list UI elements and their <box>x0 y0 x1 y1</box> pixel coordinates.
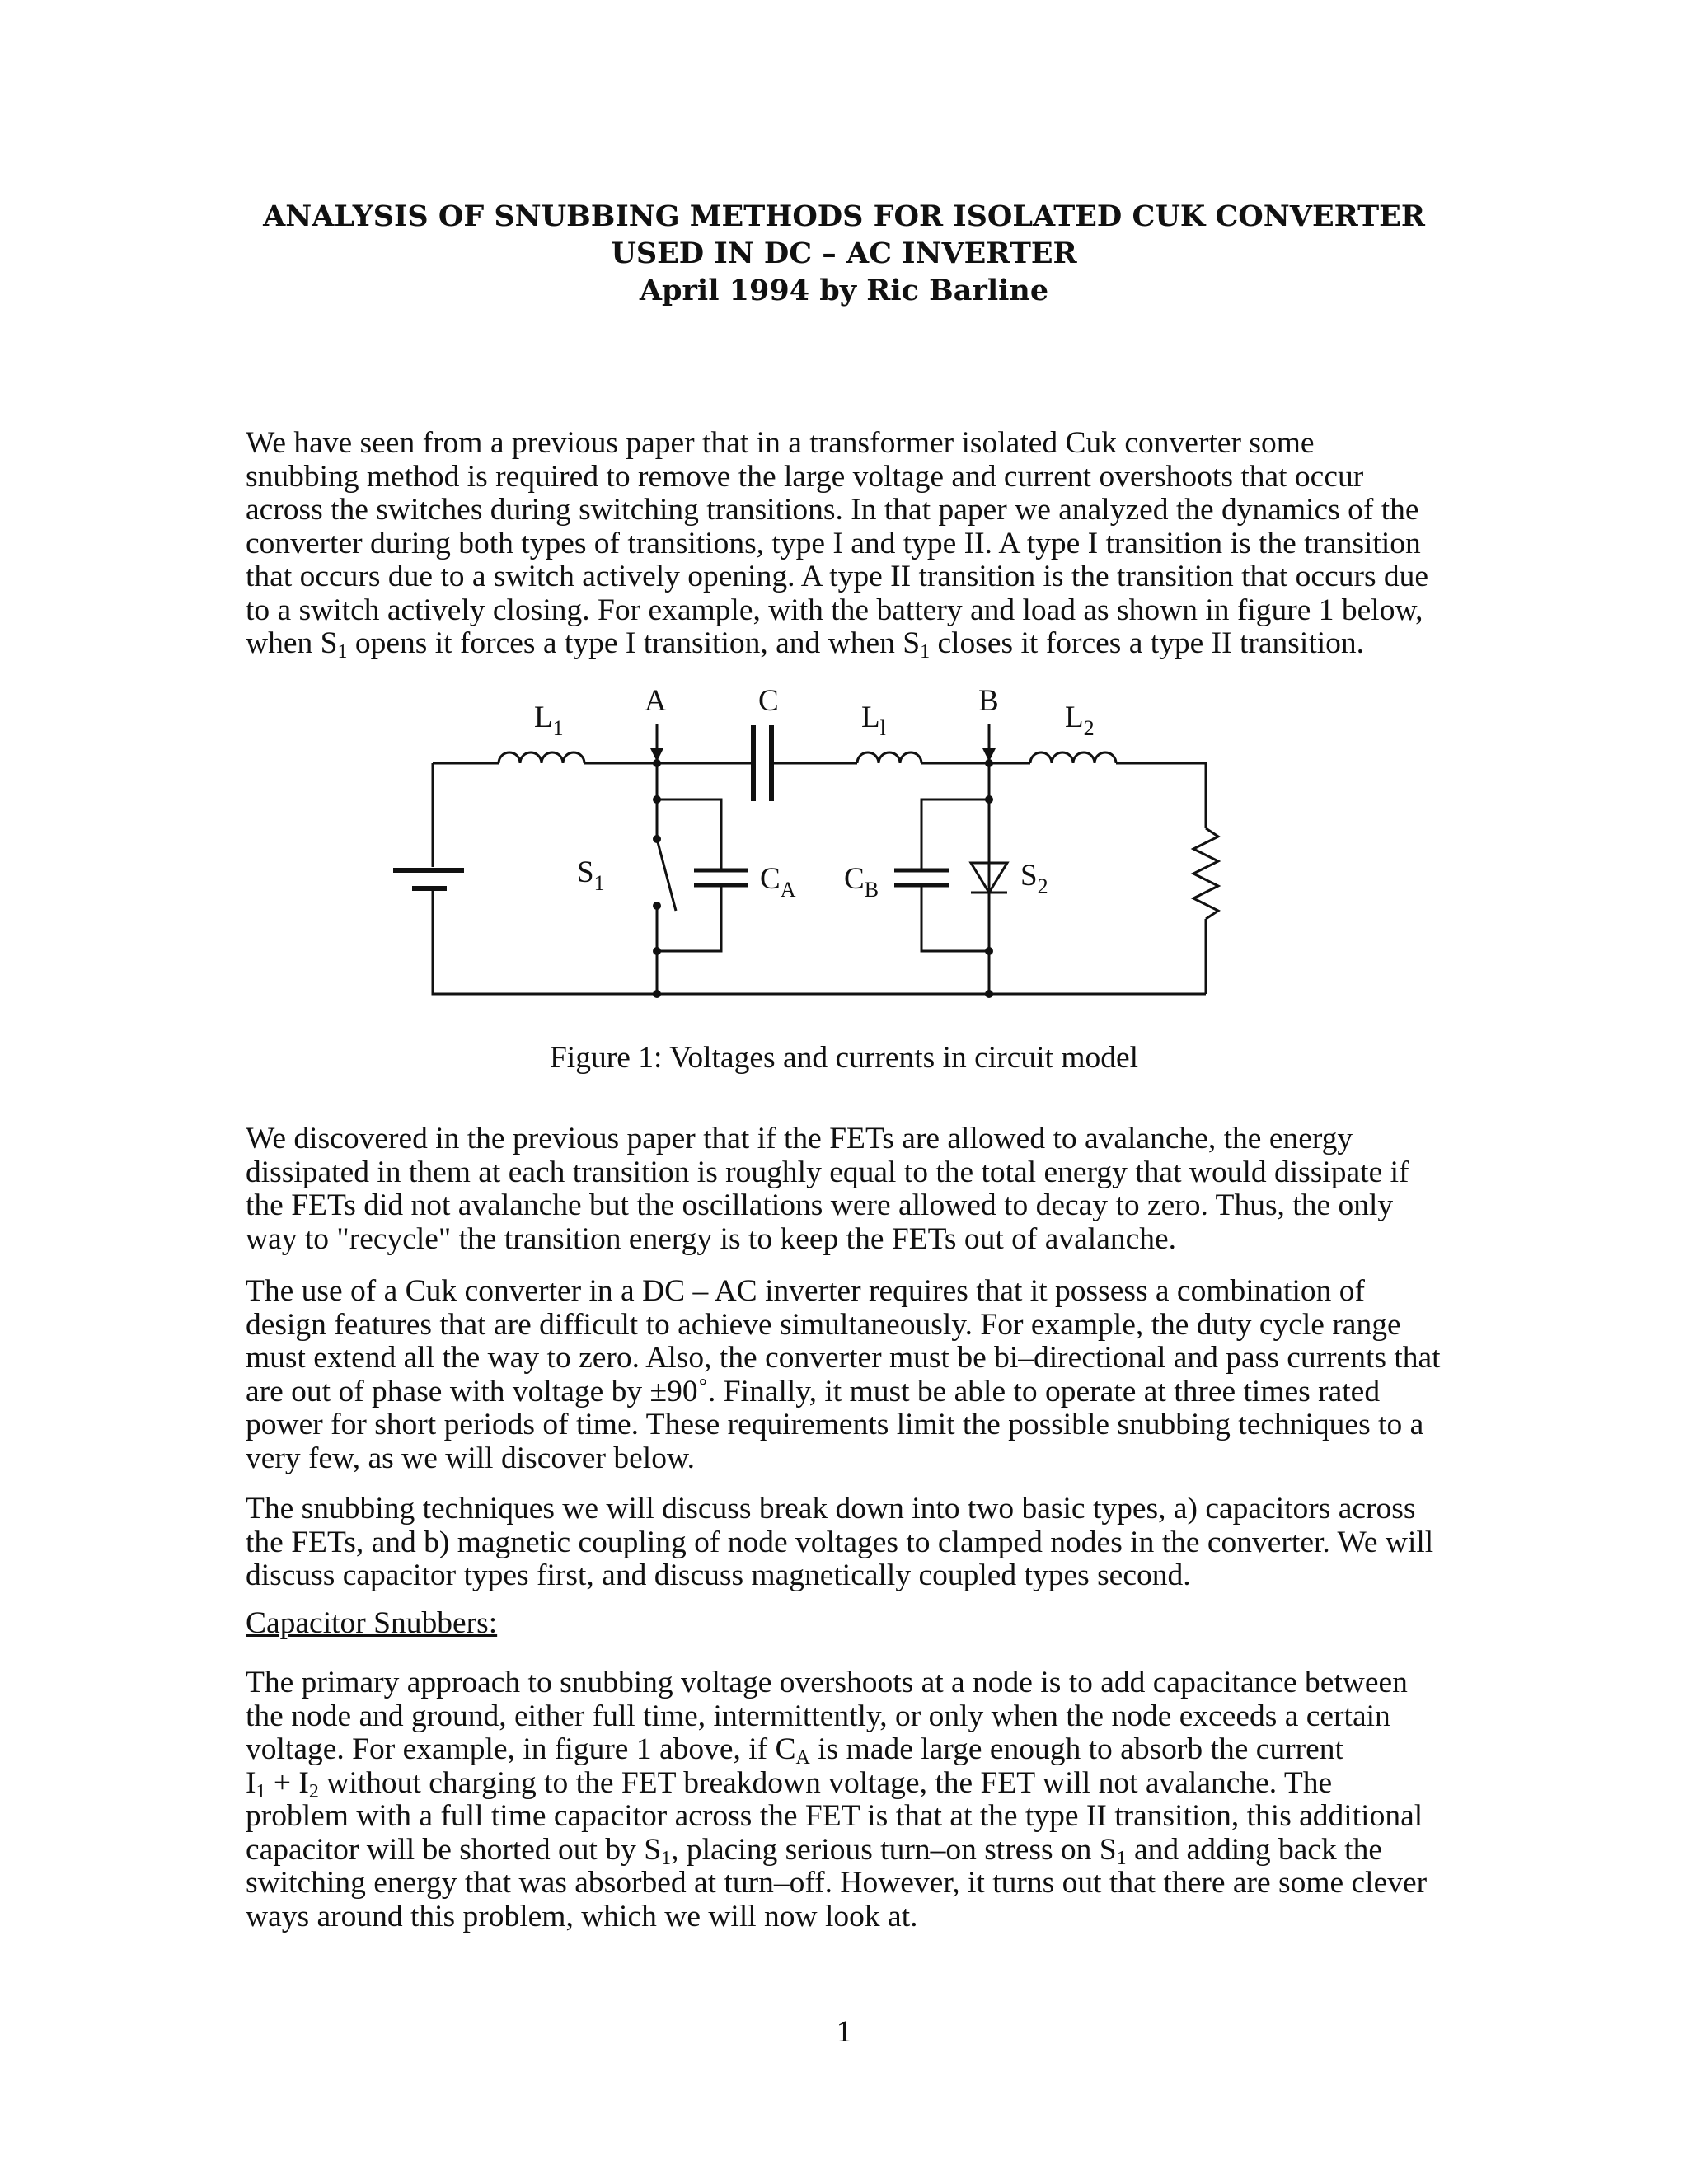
junction-dot <box>985 795 993 804</box>
text-line: We have seen from a previous paper that in a transformer isolated Cuk converter some <box>246 426 1315 460</box>
label-s2: $S_2$ <box>1020 859 1048 898</box>
text-line: design features that are difficult to achieve simultaneously. For example, the duty cycle range <box>246 1307 1401 1342</box>
inductor-l2 <box>1030 752 1116 763</box>
text-line: snubbing method is required to remove the large voltage and current overshoots that occur <box>246 459 1364 494</box>
text-line: The snubbing techniques we will discuss break down into two basic types, a) capacitors across <box>246 1492 1416 1526</box>
label-ca: $C_A$ <box>760 862 796 902</box>
text-line: the node and ground, either full time, intermittently, or only when the node exceeds a certain <box>246 1699 1390 1733</box>
text-line: to a switch actively closing. For example, with the battery and load as shown in figure 1 below, <box>246 593 1423 627</box>
wire <box>921 799 989 869</box>
inductor-l1 <box>499 752 584 763</box>
paragraph-avalanche <box>246 1122 1465 1256</box>
text-line: discuss capacitor types first, and discuss magnetically coupled types second. <box>246 1558 1191 1592</box>
text-line: the FETs did not avalanche but the oscillations were allowed to decay to zero. Thus, the only <box>246 1188 1394 1222</box>
title-line-3: April 1994 by Ric Barline <box>639 274 1049 307</box>
junction-dot <box>653 990 661 998</box>
junction-dot <box>985 759 993 767</box>
junction-dot <box>653 947 661 955</box>
text-line: power for short periods of time. These requirements limit the possible snubbing techniques to a <box>246 1408 1424 1441</box>
text-line: across the switches during switching transitions. In that paper we analyzed the dynamics of the <box>246 493 1419 527</box>
wire <box>1116 763 1206 828</box>
junction-dot <box>985 990 993 998</box>
wire <box>433 888 1206 994</box>
switch-s1-blade <box>657 839 676 911</box>
text-line: converter during both types of transitions, type I and type II. A type I transition is the transition <box>246 526 1421 560</box>
junction-dot <box>653 795 661 804</box>
text-line: The primary approach to snubbing voltage overshoots at a node is to add capacitance between <box>246 1666 1408 1699</box>
text-line: capacitor will be shorted out by $S_1$, placing serious turn–on stress on $S_1$ and adding back the <box>246 1832 1382 1869</box>
junction-dot <box>653 902 661 910</box>
label-l1: $L_1$ <box>534 701 564 740</box>
text-line: The use of a Cuk converter in a DC – AC inverter requires that it possess a combination of <box>246 1274 1366 1308</box>
section-heading: Capacitor Snubbers: <box>246 1606 498 1640</box>
load-resistor <box>1193 828 1218 919</box>
wire <box>657 887 721 951</box>
label-leakage-inductor: $L_l$ <box>861 701 886 740</box>
label-c: C <box>758 684 779 718</box>
text-line: are out of phase with voltage by ±90˚. Finally, it must be able to operate at three times rated <box>246 1374 1381 1408</box>
text-line: dissipated in them at each transition is roughly equal to the total energy that would dissipate if <box>246 1155 1409 1189</box>
inductor-leakage <box>857 752 921 763</box>
text-line: that occurs due to a switch actively opening. A type II transition is the transition that occurs due <box>246 560 1429 593</box>
junction-dot <box>985 947 993 955</box>
label-cb: $C_B$ <box>844 862 879 902</box>
text-line: the FETs, and b) magnetic coupling of node voltages to clamped nodes in the converter. We will <box>246 1525 1434 1559</box>
text-line: switching energy that was absorbed at turn–off. However, it turns out that there are some clever <box>246 1866 1428 1900</box>
text-line: voltage. For example, in figure 1 above, if $C_A$ is made large enough to absorb the current <box>246 1732 1343 1769</box>
text-line: $I_1 + I_2$ without charging to the FET breakdown voltage, the FET will not avalanche. The <box>246 1765 1333 1802</box>
junction-dot <box>653 759 661 767</box>
text-line: We discovered in the previous paper that if the FETs are allowed to avalanche, the energy <box>246 1122 1353 1155</box>
text-line: very few, as we will discover below. <box>246 1441 695 1475</box>
label-s1: $S_1$ <box>577 855 605 895</box>
label-node-a: A <box>645 684 667 718</box>
title-line-2: USED IN DC – AC INVERTER <box>611 237 1077 270</box>
text-line: when $S_1$ opens it forces a type I transition, and when $S_1$ closes it forces a type II transition. <box>246 626 1365 663</box>
circuit-diagram <box>0 0 1688 1038</box>
figure-caption: Figure 1: Voltages and currents in circuit model <box>549 1041 1139 1075</box>
wire <box>657 799 721 869</box>
label-l2: $L_2$ <box>1065 701 1095 740</box>
title-line-1: ANALYSIS OF SNUBBING METHODS FOR ISOLATED CUK CONVERTER <box>263 199 1425 233</box>
page-number: 1 <box>836 2015 852 2049</box>
paragraph-techniques <box>246 1493 1465 1593</box>
text-line: way to "recycle" the transition energy is to keep the FETs out of avalanche. <box>246 1221 1177 1256</box>
paragraph-capacitor-snubbers <box>246 1666 1465 1933</box>
text-line: must extend all the way to zero. Also, the converter must be bi–directional and pass currents that <box>246 1341 1441 1375</box>
wire <box>921 887 989 951</box>
junction-dot <box>653 835 661 843</box>
text-line: ways around this problem, which we will now look at. <box>246 1899 918 1933</box>
text-line: problem with a full time capacitor across the FET is that at the type II transition, this additional <box>246 1799 1423 1833</box>
label-node-b: B <box>978 684 999 718</box>
paragraph-requirements <box>246 1275 1465 1475</box>
